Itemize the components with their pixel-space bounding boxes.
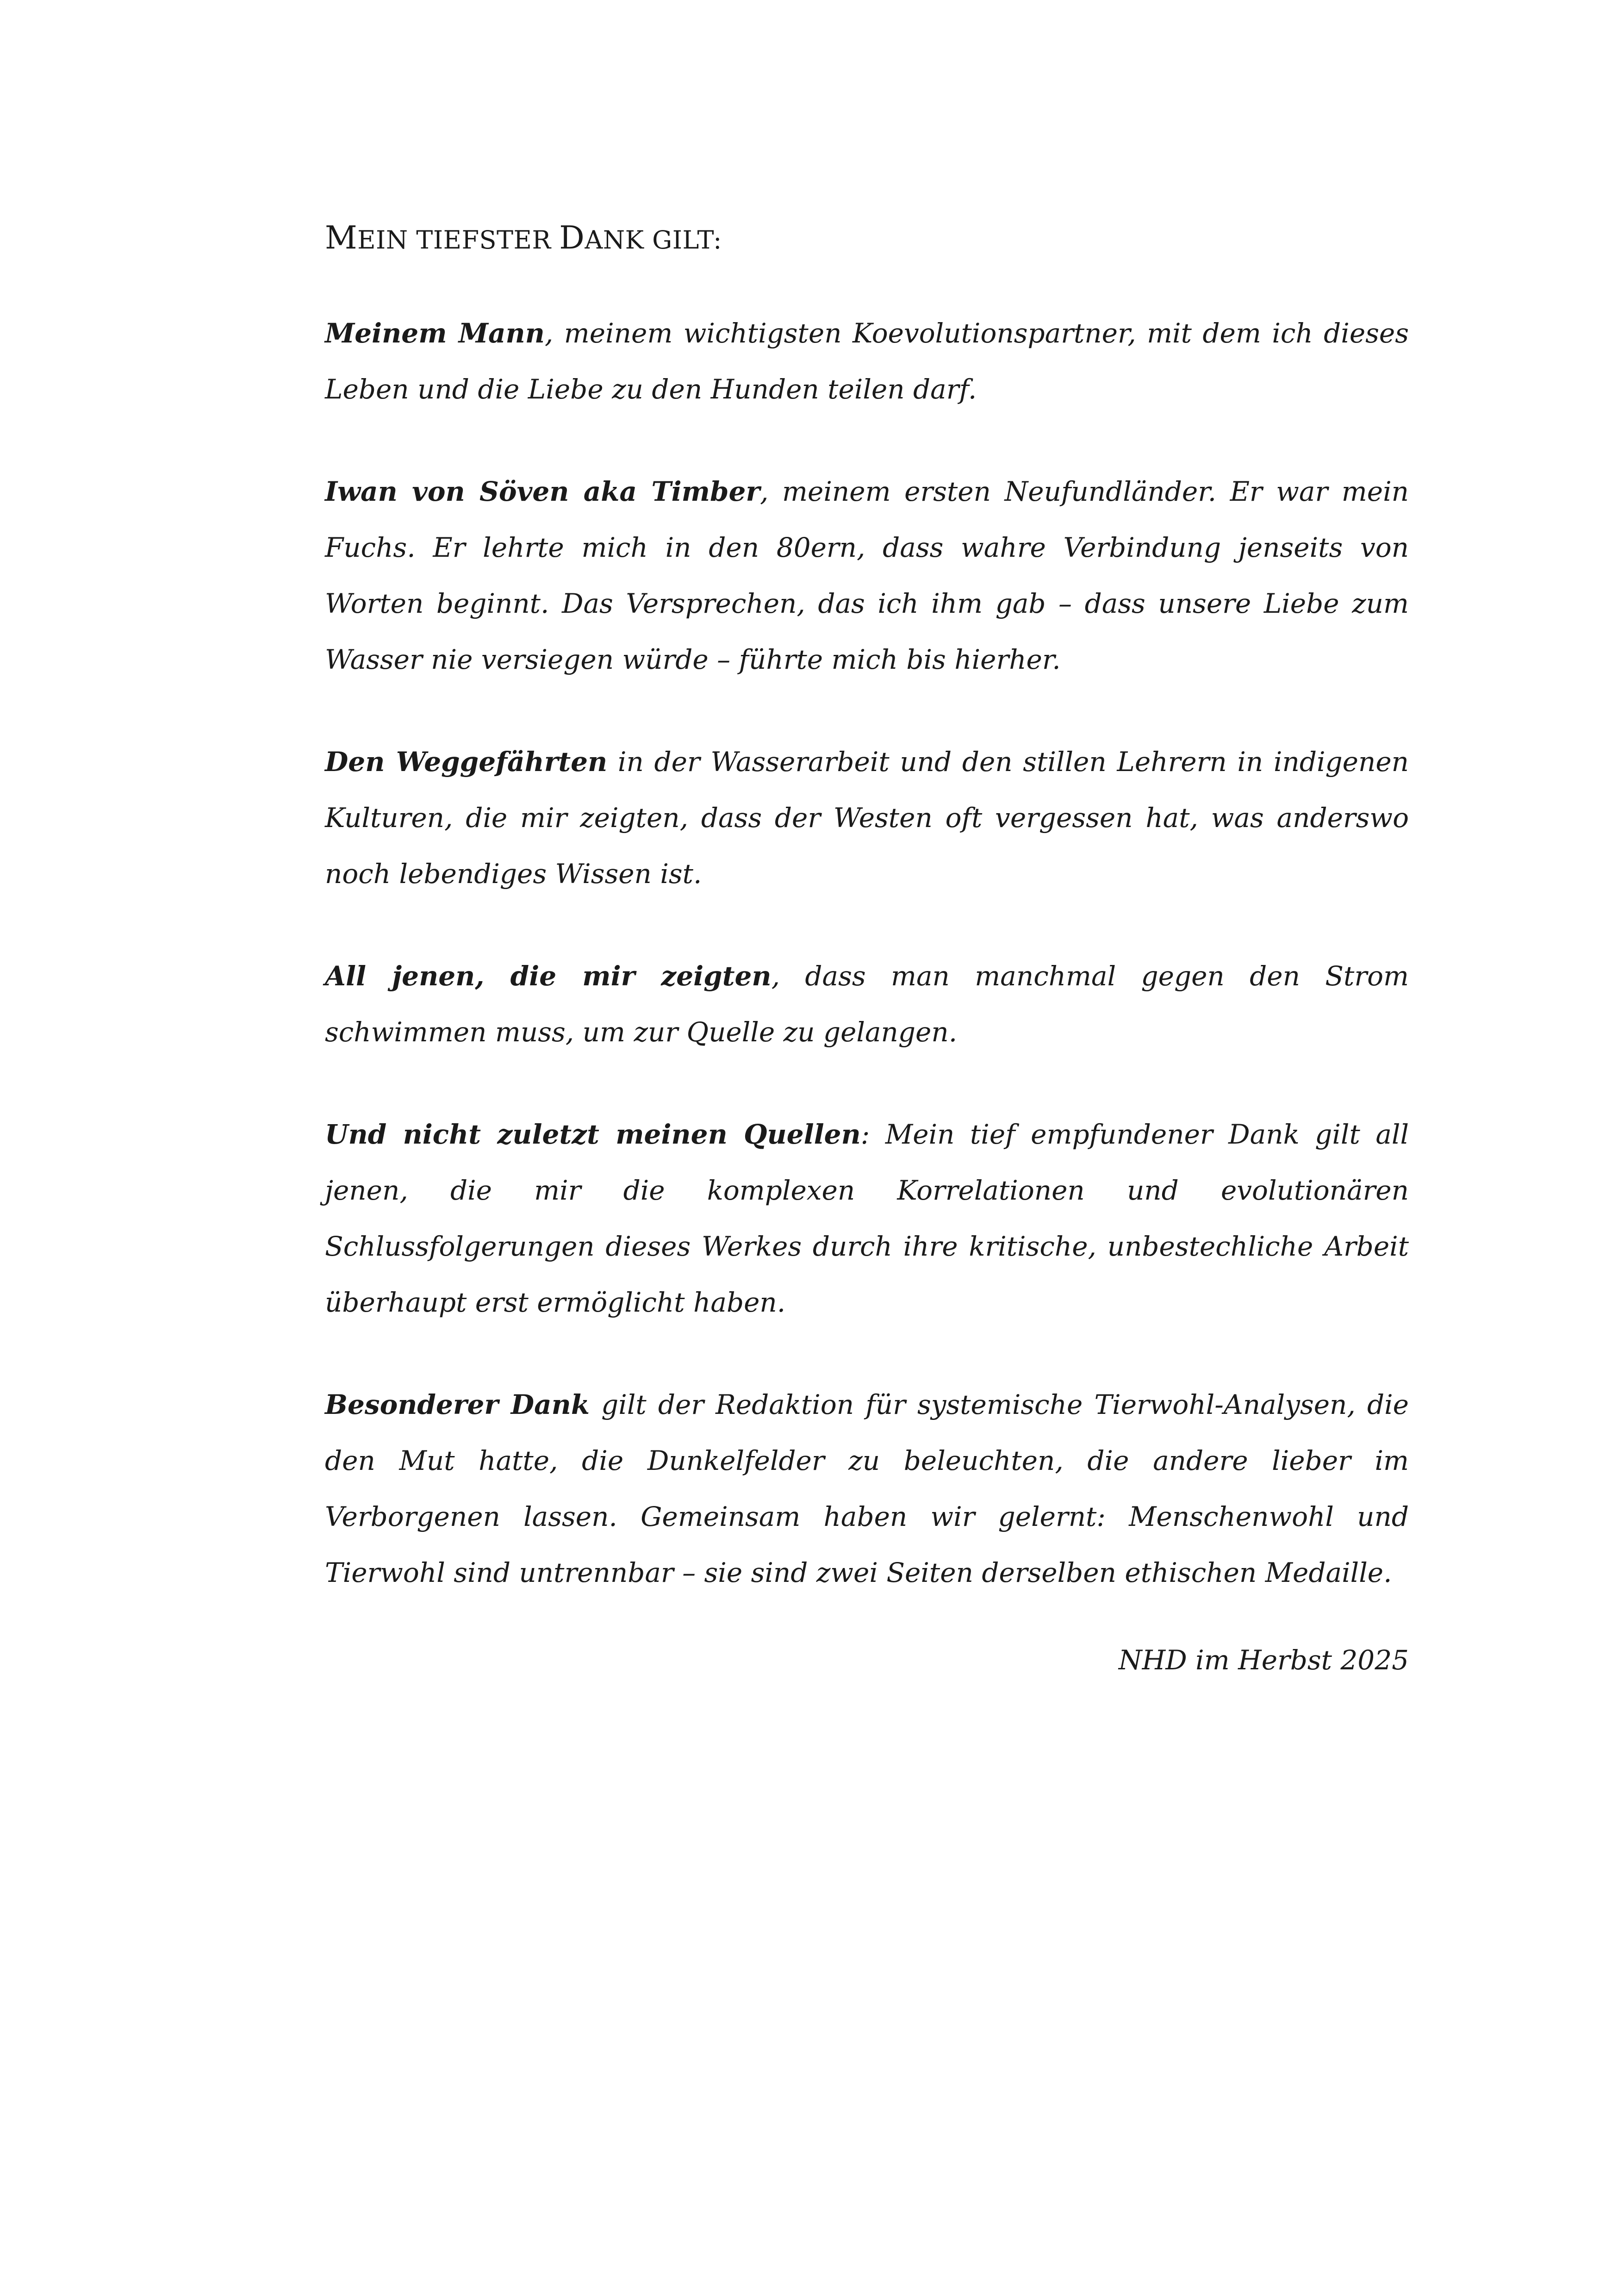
paragraph-lead: Besonderer Dank [325,1389,590,1420]
paragraph-body: in der Wasserarbeit und den stillen Lehrern in indigenen Kulturen, die mir zeigten, dass der Westen oft vergessen hat, was anderswo noch lebendiges Wissen ist. [325,746,1409,890]
heading-small-caps-end: ANK GILT: [585,225,722,255]
heading-initial-cap: M [325,220,358,256]
paragraph-lead: Und nicht zuletzt meinen Quellen [325,1119,861,1150]
acknowledgements-section [325,218,1409,1688]
heading-small-caps: EIN TIEFSTER [357,225,560,255]
paragraph-body: , dass man manchmal gegen den Strom schwimmen muss, um zur Quelle zu gelangen. [325,960,1409,1048]
paragraph-lead: Den Weggefährten [325,746,608,778]
paragraph-lead: Iwan von Söven aka Timber [325,476,760,507]
heading-second-cap: D [559,220,585,256]
thanks-paragraph-first-dog [325,464,1409,688]
thanks-paragraph-mentors [325,948,1409,1060]
paragraph-lead: Meinem Mann [325,317,545,349]
thanks-paragraph-sources [325,1107,1409,1331]
paragraph-body: , meinem ersten Neufundländer. Er war mein Fuchs. Er lehrte mich in den 80ern, dass wahre Verbindung jenseits von Worten beginnt. Das Versprechen, das ich ihm gab – dass unsere Liebe zum Wasser nie versiegen würde – führte mich bis hierher. [325,476,1409,675]
thanks-paragraph-companions [325,734,1409,902]
signature-line: NHD im Herbst 2025 [1118,1644,1409,1676]
paragraph-body: : Mein tief empfundener Dank gilt all jenen, die mir die komplexen Korrelationen und evolutionären Schlussfolgerungen dieses Werkes durch ihre kritische, unbestechliche Arbeit überhaupt erst ermöglicht haben. [325,1119,1409,1318]
paragraph-body: , meinem wichtigsten Koevolutionspartner, mit dem ich dieses Leben und die Liebe zu den Hunden teilen darf. [325,317,1409,405]
acknowledgements-heading [325,218,1409,259]
paragraph-body: gilt der Redaktion für systemische Tierwohl-Analysen, die den Mut hatte, die Dunkelfelder zu beleuchten, die andere lieber im Verborgenen lassen. Gemeinsam haben wir gelernt: Menschenwohl und Tierwohl sind untrennbar – sie sind zwei Seiten derselben ethischen Medaille. [325,1389,1409,1588]
thanks-paragraph-husband [325,305,1409,417]
paragraph-lead: All jenen, die mir zeigten [325,960,772,992]
thanks-paragraph-editorial [325,1377,1409,1601]
